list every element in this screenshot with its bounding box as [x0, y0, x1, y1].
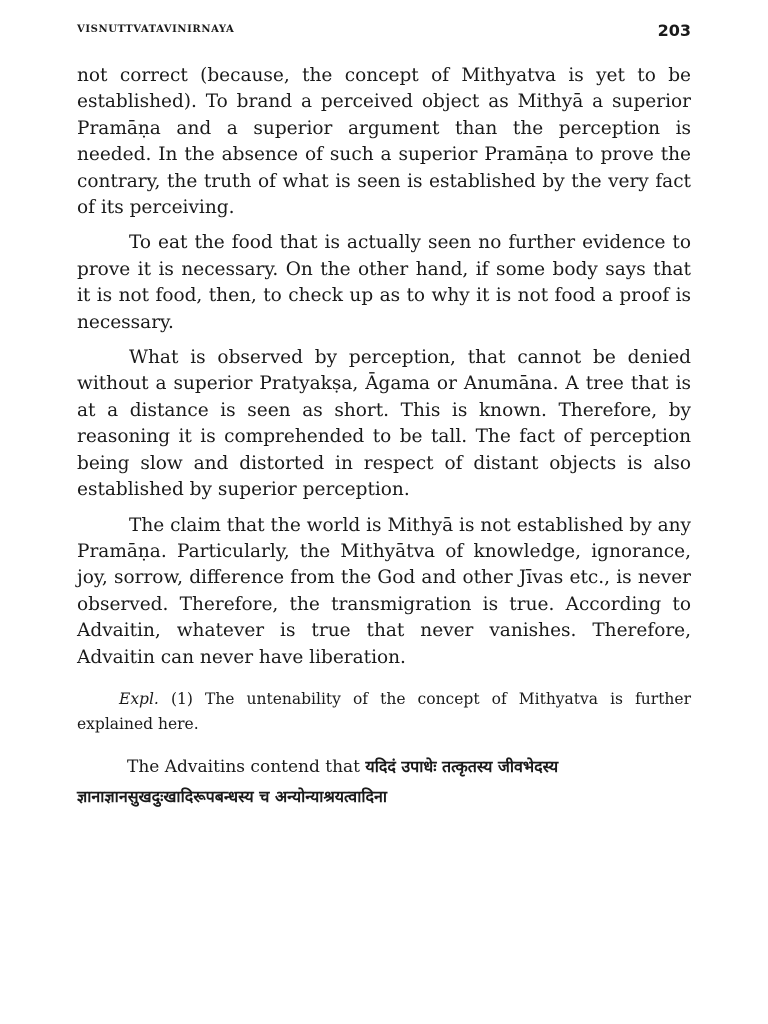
- paragraph-3: What is observed by perception, that cannot be denied without a superior Pratyakṣa, Āgama or Anumāna. A tree that is at a distance is seen as short. This is known. Therefore, by reasoning it is comprehended to be tall. The fact of perception being slow and distorted in respect of distant objects is also established by superior perception.: [77, 347, 691, 501]
- paragraph-1: not correct (because, the concept of Mithyatva is yet to be established). To brand a perceived object as Mithyā a superior Pramāṇa and a superior argument than the perception is needed. In the absence of such a superior Pramāṇa to prove the contrary, the truth of what is seen is established by the very fact of its perceiving.: [77, 65, 691, 219]
- body-text: [77, 63, 691, 829]
- page-number: 203: [657, 21, 691, 40]
- contention-paragraph: [77, 752, 691, 812]
- explanation-label: Expl.: [119, 689, 159, 708]
- paragraph-2: To eat the food that is actually seen no further evidence to prove it is necessary. On the other hand, if some body says that it is not food, then, to check up as to why it is not food a proof is necessary.: [77, 232, 691, 333]
- running-title: VISNUTTVATAVINIRNAYA: [77, 24, 235, 35]
- explanation-note: [77, 687, 691, 737]
- sanskrit-quote: यदिदं उपाधेः तत्कृतस्य जीवभेदस्य ज्ञानाज्ञानसुखदुःखादिरूपबन्धस्य च अन्योन्याश्रयत्वादिना: [77, 757, 559, 807]
- contention-lead: The Advaitins contend that: [127, 757, 361, 778]
- explanation-text: (1) The untenability of the concept of Mithyatva is further explained here.: [77, 689, 691, 733]
- paragraph-4: The claim that the world is Mithyā is not established by any Pramāṇa. Particularly, the Mithyātva of knowledge, ignorance, joy, sorrow, difference from the God and other Jīvas etc., is never observed. Therefore, the transmigration is true. According to Advaitin, whatever is true that never vanishes. Therefore, Advaitin can never have liberation.: [77, 514, 691, 668]
